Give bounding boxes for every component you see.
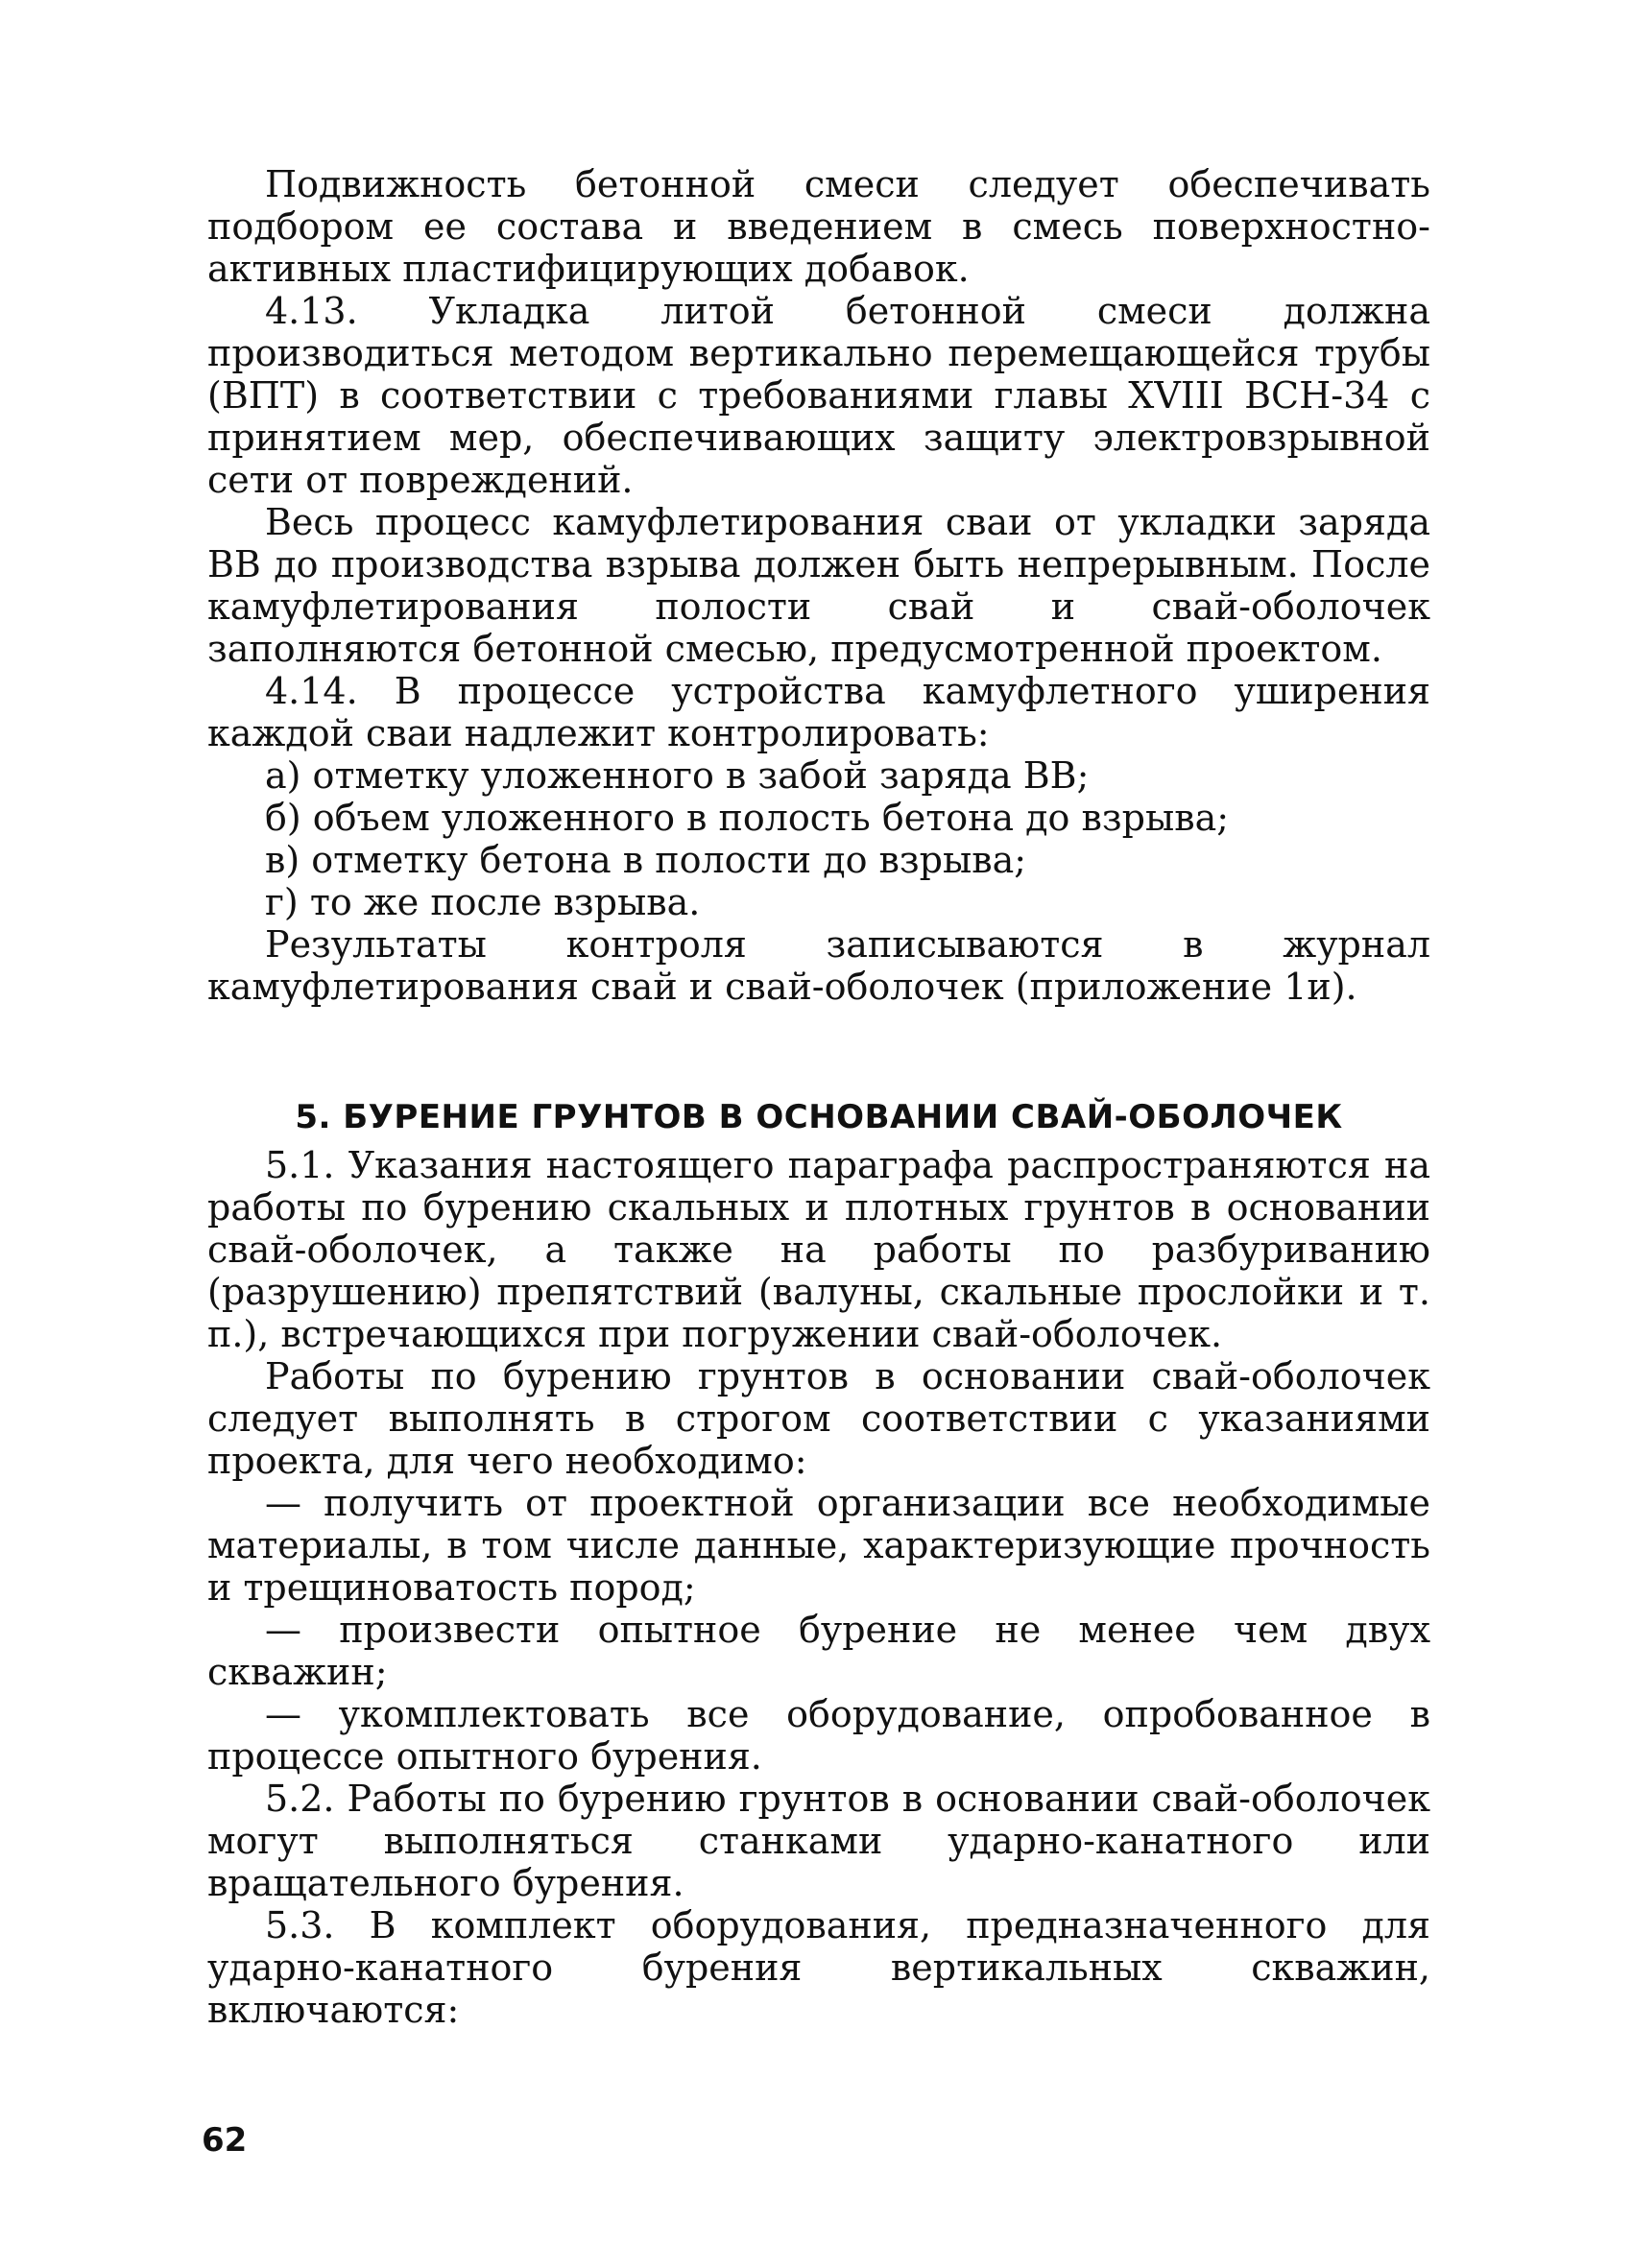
list-item: в) отметку бетона в полости до взрыва;	[265, 839, 1027, 881]
control-list	[207, 754, 1430, 923]
paragraph-dash-materials: — получить от проектной организации все необходимые материалы, в том числе данные, характеризующие прочность и трещиноватость пород;	[207, 1482, 1430, 1609]
list-item: б) объем уложенного в полость бетона до взрыва;	[265, 797, 1230, 839]
paragraph-drilling-requirements: Работы по бурению грунтов в основании свай-оболочек следует выполнять в строгом соответствии с указаниями проекта, для чего необходимо:	[207, 1355, 1430, 1482]
page-number: 62	[202, 2121, 248, 2160]
list-item: г) то же после взрыва.	[265, 881, 701, 923]
section-heading: 5. БУРЕНИЕ ГРУНТОВ В ОСНОВАНИИ СВАЙ-ОБОЛОЧЕК	[295, 1098, 1343, 1136]
paragraph-4-14: 4.14. В процессе устройства камуфлетного уширения каждой сваи надлежит контролировать:	[207, 670, 1430, 754]
page-body	[207, 163, 1430, 2031]
paragraph-results: Результаты контроля записываются в журнал камуфлетирования свай и свай-оболочек (приложение 1и).	[207, 923, 1430, 1008]
paragraph-camouflet-process: Весь процесс камуфлетирования сваи от укладки заряда ВВ до производства взрыва должен быть непрерывным. После камуфлетирования полости свай и свай-оболочек заполняются бетонной смесью, предусмотренной проектом.	[207, 501, 1430, 670]
list-item: а) отметку уложенного в забой заряда ВВ;	[265, 754, 1090, 797]
paragraph-5-1: 5.1. Указания настоящего параграфа распространяются на работы по бурению скальных и плотных грунтов в основании свай-оболочек, а также на работы по разбуриванию (разрушению) препятствий (валуны, скальные прослойки и т. п.), встречающихся при погружении свай-оболочек.	[207, 1144, 1430, 1355]
paragraph-dash-equipment: — укомплектовать все оборудование, опробованное в процессе опытного бурения.	[207, 1693, 1430, 1778]
paragraph-4-13: 4.13. Укладка литой бетонной смеси должна производиться методом вертикально перемещающейся трубы (ВПТ) в соответствии с требованиями главы XVIII ВСН-34 с принятием мер, обеспечивающих защиту электровзрывной сети от повреждений.	[207, 290, 1430, 501]
paragraph-dash-test-drilling: — произвести опытное бурение не менее чем двух скважин;	[207, 1609, 1430, 1693]
paragraph-concrete-mobility: Подвижность бетонной смеси следует обеспечивать подбором ее состава и введением в смесь поверхностно-активных пластифицирующих добавок.	[207, 163, 1430, 290]
paragraph-5-2: 5.2. Работы по бурению грунтов в основании свай-оболочек могут выполняться станками ударно-канатного или вращательного бурения.	[207, 1778, 1430, 1904]
paragraph-5-3: 5.3. В комплект оборудования, предназначенного для ударно-канатного бурения вертикальных скважин, включаются:	[207, 1904, 1430, 2031]
